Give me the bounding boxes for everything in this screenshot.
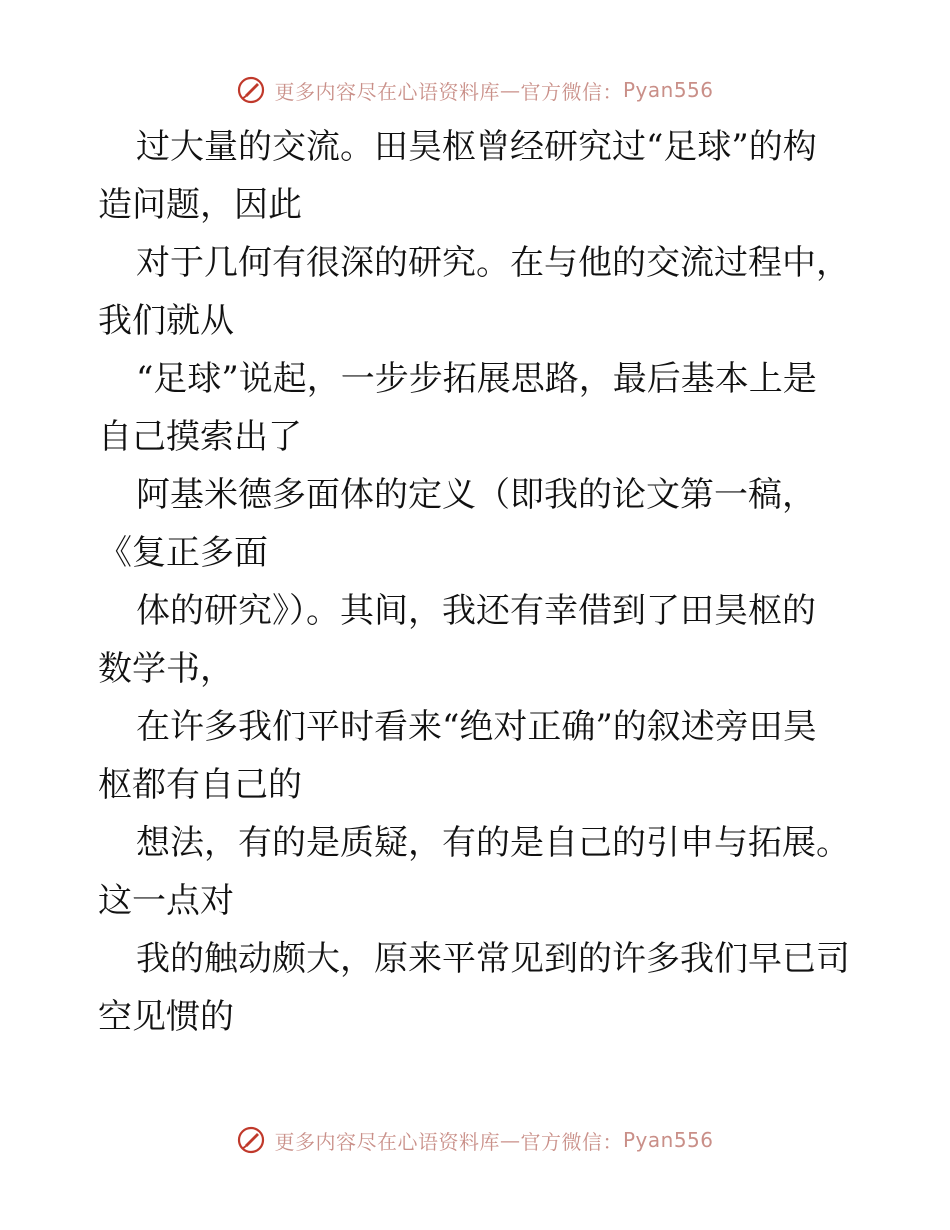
quill-seal-icon bbox=[236, 75, 266, 105]
text-line: 在许多我们平时看来“绝对正确”的叙述旁田昊 bbox=[136, 707, 817, 747]
footer-watermark bbox=[0, 1120, 950, 1160]
watermark-contact-id: Pyan556 bbox=[622, 78, 714, 102]
text-line: 对于几何有很深的研究。在与他的交流过程中， bbox=[136, 243, 850, 283]
quill-seal-icon bbox=[236, 1125, 266, 1155]
text-line: 阿基米德多面体的定义（即我的论文第一稿， bbox=[136, 475, 816, 515]
header-watermark bbox=[0, 70, 950, 110]
text-line: 我们就从 bbox=[98, 301, 234, 341]
text-line: 空见惯的 bbox=[98, 997, 234, 1037]
text-line: 体的研究》）。其间，我还有幸借到了田昊枢的 bbox=[136, 591, 816, 631]
watermark-separator: — bbox=[499, 78, 521, 102]
text-line: 过大量的交流。田昊枢曾经研究过“足球”的构 bbox=[136, 127, 817, 167]
text-line: 自己摸索出了 bbox=[98, 417, 302, 457]
text-line: 《复正多面 bbox=[98, 533, 268, 573]
text-line: 想法，有的是质疑，有的是自己的引申与拓展。 bbox=[136, 823, 850, 863]
watermark-contact-label: 官方微信： bbox=[520, 79, 623, 104]
text-line: 造问题，因此 bbox=[98, 185, 302, 225]
text-line: “足球”说起，一步步拓展思路，最后基本上是 bbox=[136, 359, 817, 399]
watermark-contact-label: 官方微信： bbox=[520, 1129, 623, 1154]
text-line: 这一点对 bbox=[98, 881, 234, 921]
text-line: 我的触动颇大，原来平常见到的许多我们早已司 bbox=[136, 939, 850, 979]
text-line: 数学书， bbox=[98, 649, 234, 689]
watermark-contact-id: Pyan556 bbox=[622, 1128, 714, 1152]
text-line: 枢都有自己的 bbox=[98, 765, 302, 805]
watermark-text: 更多内容尽在心语资料库 bbox=[274, 79, 500, 104]
body-text bbox=[98, 118, 858, 1046]
watermark-separator: — bbox=[499, 1128, 521, 1152]
watermark-text: 更多内容尽在心语资料库 bbox=[274, 1129, 500, 1154]
